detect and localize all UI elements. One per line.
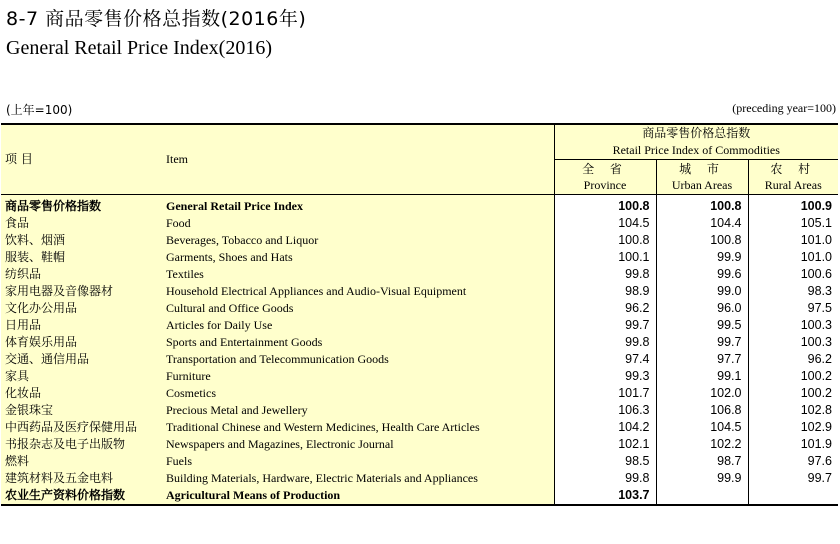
cell-province: 104.5 <box>554 215 656 232</box>
cell-urban: 100.8 <box>656 232 748 249</box>
table-row <box>1 300 838 317</box>
row-label-cn: 书报杂志及电子出版物 <box>1 436 162 453</box>
row-label-en: Fuels <box>162 453 554 470</box>
header-urban-en: Urban Areas <box>671 178 733 192</box>
row-label-cn: 服装、鞋帽 <box>1 249 162 266</box>
cell-urban: 99.7 <box>656 334 748 351</box>
cell-rural: 101.0 <box>748 232 838 249</box>
page-title-cn: 8-7 商品零售价格总指数(2016年) <box>6 8 307 30</box>
cell-rural: 96.2 <box>748 351 838 368</box>
cell-province: 102.1 <box>554 436 656 453</box>
header-group-en: Retail Price Index of Commodities <box>554 142 838 160</box>
row-label-en: Traditional Chinese and Western Medicines, Health Care Articles <box>162 419 554 436</box>
header-province <box>554 160 656 195</box>
row-label-en: Articles for Daily Use <box>162 317 554 334</box>
table-row <box>1 385 838 402</box>
cell-province: 100.8 <box>554 232 656 249</box>
row-label-cn: 家用电器及音像器材 <box>1 283 162 300</box>
cell-urban <box>656 487 748 505</box>
cell-urban: 104.4 <box>656 215 748 232</box>
cell-rural: 100.6 <box>748 266 838 283</box>
cell-rural: 97.6 <box>748 453 838 470</box>
table-row <box>1 266 838 283</box>
cell-province: 100.8 <box>554 195 656 216</box>
cell-rural: 97.5 <box>748 300 838 317</box>
cell-province: 98.9 <box>554 283 656 300</box>
row-label-cn: 饮料、烟酒 <box>1 232 162 249</box>
row-label-en: General Retail Price Index <box>162 195 554 216</box>
page-title-en: General Retail Price Index(2016) <box>6 37 273 59</box>
row-label-en: Building Materials, Hardware, Electric Materials and Appliances <box>162 470 554 487</box>
cell-province: 97.4 <box>554 351 656 368</box>
row-label-cn: 化妆品 <box>1 385 162 402</box>
row-label-en: Food <box>162 215 554 232</box>
header-rural <box>748 160 838 195</box>
header-item-en: Item <box>162 124 554 195</box>
table-row <box>1 368 838 385</box>
row-label-en: Cosmetics <box>162 385 554 402</box>
cell-rural: 100.3 <box>748 317 838 334</box>
cell-rural <box>748 487 838 505</box>
row-label-cn: 燃料 <box>1 453 162 470</box>
cell-urban: 100.8 <box>656 195 748 216</box>
cell-province: 100.1 <box>554 249 656 266</box>
table-body <box>1 195 838 506</box>
row-label-cn: 文化办公用品 <box>1 300 162 317</box>
row-label-en: Garments, Shoes and Hats <box>162 249 554 266</box>
cell-rural: 99.7 <box>748 470 838 487</box>
cell-rural: 102.9 <box>748 419 838 436</box>
cell-rural: 101.9 <box>748 436 838 453</box>
row-label-cn: 金银珠宝 <box>1 402 162 419</box>
cell-rural: 100.9 <box>748 195 838 216</box>
cell-urban: 99.0 <box>656 283 748 300</box>
table-row <box>1 351 838 368</box>
cell-province: 103.7 <box>554 487 656 505</box>
table-row <box>1 334 838 351</box>
row-label-en: Beverages, Tobacco and Liquor <box>162 232 554 249</box>
table-row <box>1 402 838 419</box>
cell-rural: 100.2 <box>748 385 838 402</box>
table-row <box>1 470 838 487</box>
row-label-en: Precious Metal and Jewellery <box>162 402 554 419</box>
cell-urban: 102.2 <box>656 436 748 453</box>
cell-province: 99.8 <box>554 334 656 351</box>
unit-note-en: (preceding year=100) <box>732 101 836 115</box>
table-header <box>1 124 838 195</box>
row-label-en: Agricultural Means of Production <box>162 487 554 505</box>
row-label-en: Cultural and Office Goods <box>162 300 554 317</box>
cell-urban: 99.9 <box>656 470 748 487</box>
row-label-cn: 建筑材料及五金电料 <box>1 470 162 487</box>
cell-rural: 101.0 <box>748 249 838 266</box>
row-label-en: Textiles <box>162 266 554 283</box>
cell-urban: 99.5 <box>656 317 748 334</box>
cell-urban: 99.9 <box>656 249 748 266</box>
row-label-en: Newspapers and Magazines, Electronic Journal <box>162 436 554 453</box>
unit-note-cn: (上年=100) <box>6 103 73 117</box>
cell-urban: 99.6 <box>656 266 748 283</box>
header-item-cn: 项 目 <box>1 124 162 195</box>
row-label-cn: 中西药品及医疗保健用品 <box>1 419 162 436</box>
header-province-cn: 全 省 <box>582 162 628 176</box>
cell-province: 99.3 <box>554 368 656 385</box>
row-label-cn: 农业生产资料价格指数 <box>1 487 162 505</box>
table-row <box>1 232 838 249</box>
table-row <box>1 215 838 232</box>
row-label-cn: 纺织品 <box>1 266 162 283</box>
table-row <box>1 317 838 334</box>
table-row <box>1 436 838 453</box>
row-label-cn: 体育娱乐用品 <box>1 334 162 351</box>
table-row <box>1 419 838 436</box>
cell-urban: 99.1 <box>656 368 748 385</box>
cell-rural: 100.2 <box>748 368 838 385</box>
cell-province: 98.5 <box>554 453 656 470</box>
cell-rural: 98.3 <box>748 283 838 300</box>
table-row <box>1 453 838 470</box>
cell-rural: 102.8 <box>748 402 838 419</box>
header-province-en: Province <box>583 178 627 192</box>
cell-province: 99.8 <box>554 470 656 487</box>
header-urban-cn: 城 市 <box>679 162 725 176</box>
cell-urban: 106.8 <box>656 402 748 419</box>
cell-province: 99.8 <box>554 266 656 283</box>
cell-province: 101.7 <box>554 385 656 402</box>
row-label-en: Furniture <box>162 368 554 385</box>
cell-rural: 105.1 <box>748 215 838 232</box>
cell-province: 106.3 <box>554 402 656 419</box>
row-label-cn: 交通、通信用品 <box>1 351 162 368</box>
cell-urban: 96.0 <box>656 300 748 317</box>
cell-province: 96.2 <box>554 300 656 317</box>
table-row <box>1 487 838 505</box>
row-label-en: Sports and Entertainment Goods <box>162 334 554 351</box>
price-index-table <box>1 123 838 506</box>
header-rural-cn: 农 村 <box>770 162 817 176</box>
cell-urban: 104.5 <box>656 419 748 436</box>
header-group-cn: 商品零售价格总指数 <box>554 124 838 142</box>
row-label-en: Household Electrical Appliances and Audio-Visual Equipment <box>162 283 554 300</box>
table-row <box>1 283 838 300</box>
row-label-cn: 家具 <box>1 368 162 385</box>
cell-province: 104.2 <box>554 419 656 436</box>
header-urban <box>656 160 748 195</box>
cell-urban: 98.7 <box>656 453 748 470</box>
header-rural-en: Rural Areas <box>764 178 822 192</box>
row-label-cn: 食品 <box>1 215 162 232</box>
cell-urban: 102.0 <box>656 385 748 402</box>
row-label-en: Transportation and Telecommunication Goods <box>162 351 554 368</box>
row-label-cn: 商品零售价格指数 <box>1 195 162 216</box>
row-label-cn: 日用品 <box>1 317 162 334</box>
table-row <box>1 249 838 266</box>
table-row <box>1 195 838 216</box>
cell-rural: 100.3 <box>748 334 838 351</box>
cell-urban: 97.7 <box>656 351 748 368</box>
cell-province: 99.7 <box>554 317 656 334</box>
